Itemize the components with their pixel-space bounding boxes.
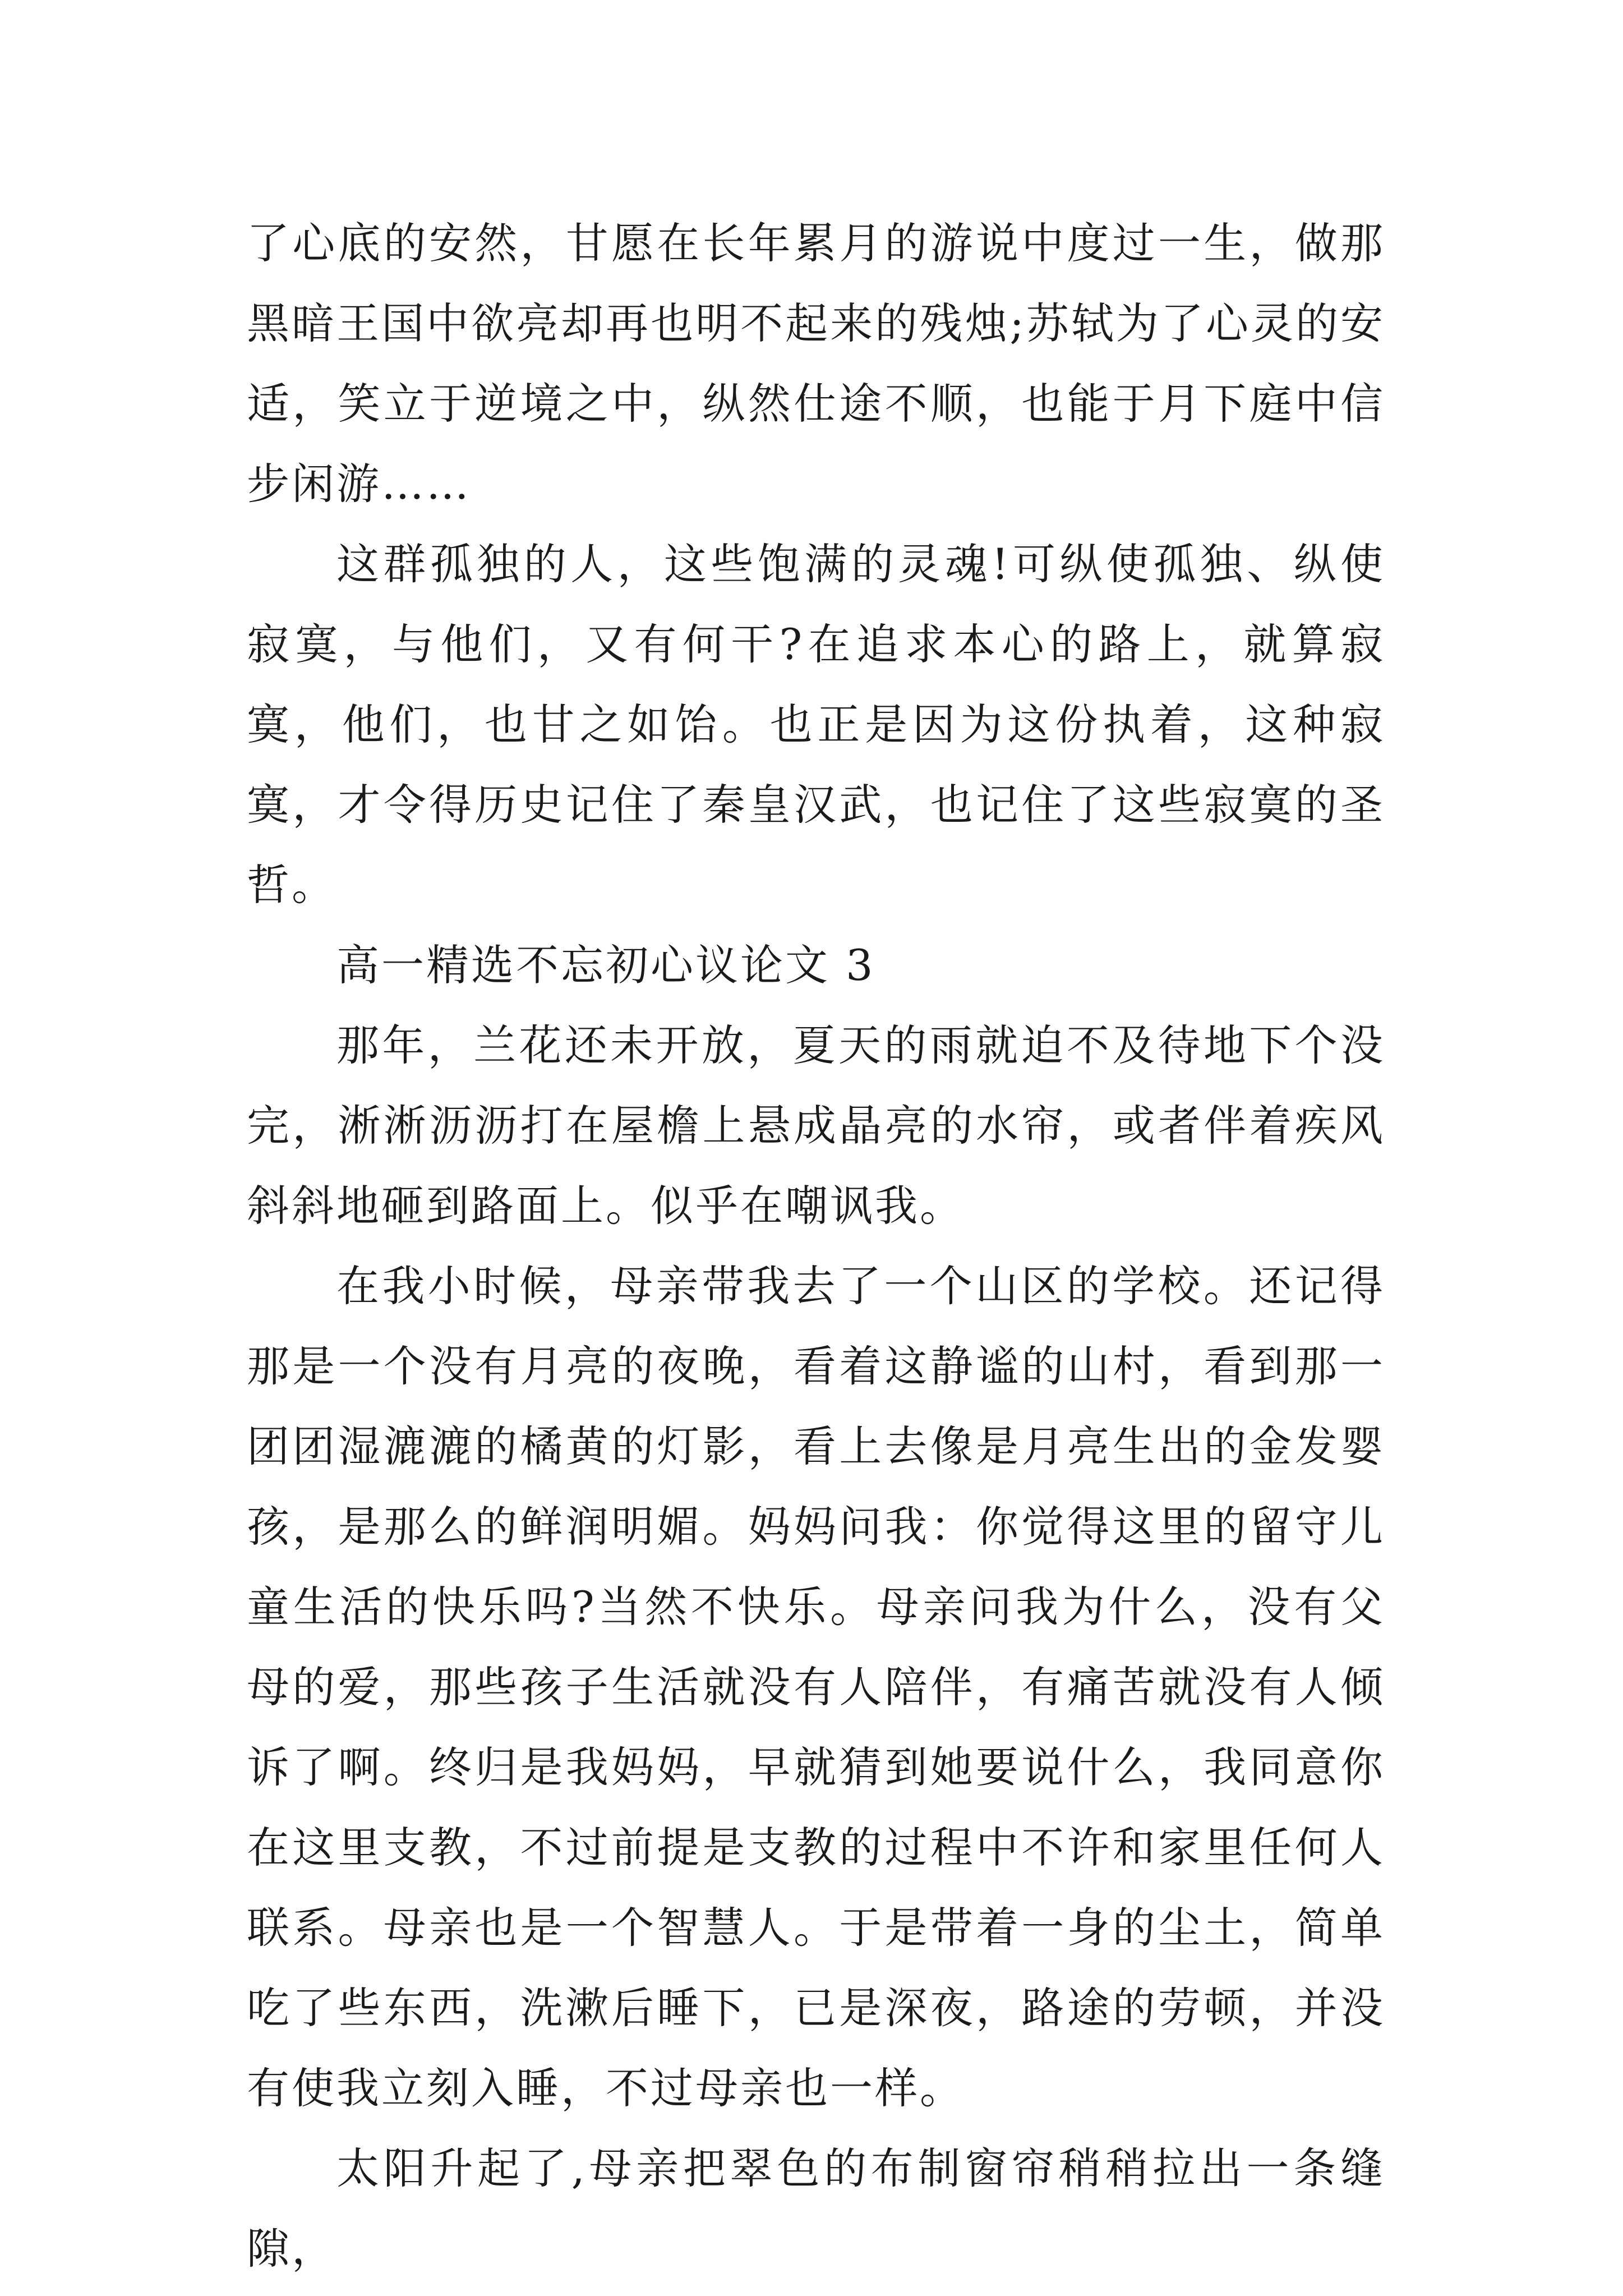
paragraph-rain: 那年，兰花还未开放，夏天的雨就迫不及待地下个没完，淅淅沥沥打在屋檐上悬成晶亮的水帘，或者伴着疾风斜斜地砸到路面上。似乎在嘲讽我。	[247, 1020, 1385, 1231]
section-heading: 高一精选不忘初心议论文 3	[336, 940, 875, 990]
paragraph-continuation: 了心底的安然，甘愿在长年累月的游说中度过一生，做那黑暗王国中欲亮却再也明不起来的残烛;苏轼为了心灵的安适，笑立于逆境之中，纵然仕途不顺，也能于月下庭中信步闲游……	[247, 218, 1385, 509]
body-text	[247, 203, 1385, 2289]
paragraph-sunrise: 太阳升起了,母亲把翠色的布制窗帘稍稍拉出一条缝隙，	[247, 2143, 1385, 2274]
paragraph-lonely-souls: 这群孤独的人，这些饱满的灵魂!可纵使孤独、纵使寂寞，与他们，又有何干?在追求本心的路上，就算寂寞，他们，也甘之如饴。也正是因为这份执着，这种寂寞，才令得历史记住了秦皇汉武，也记住了这些寂寞的圣哲。	[247, 539, 1385, 910]
paragraph-mountain-school: 在我小时候，母亲带我去了一个山区的学校。还记得那是一个没有月亮的夜晚，看着这静谧的山村，看到那一团团湿漉漉的橘黄的灯影，看上去像是月亮生出的金发婴孩，是那么的鲜润明媚。妈妈问我：你觉得这里的留守儿童生活的快乐吗?当然不快乐。母亲问我为什么，没有父母的爱，那些孩子生活就没有人陪伴，有痛苦就没有人倾诉了啊。终归是我妈妈，早就猜到她要说什么，我同意你在这里支教，不过前提是支教的过程中不许和家里任何人联系。母亲也是一个智慧人。于是带着一身的尘土，简单吃了些东西，洗漱后睡下，已是深夜，路途的劳顿，并没有使我立刻入睡，不过母亲也一样。	[247, 1261, 1385, 2113]
